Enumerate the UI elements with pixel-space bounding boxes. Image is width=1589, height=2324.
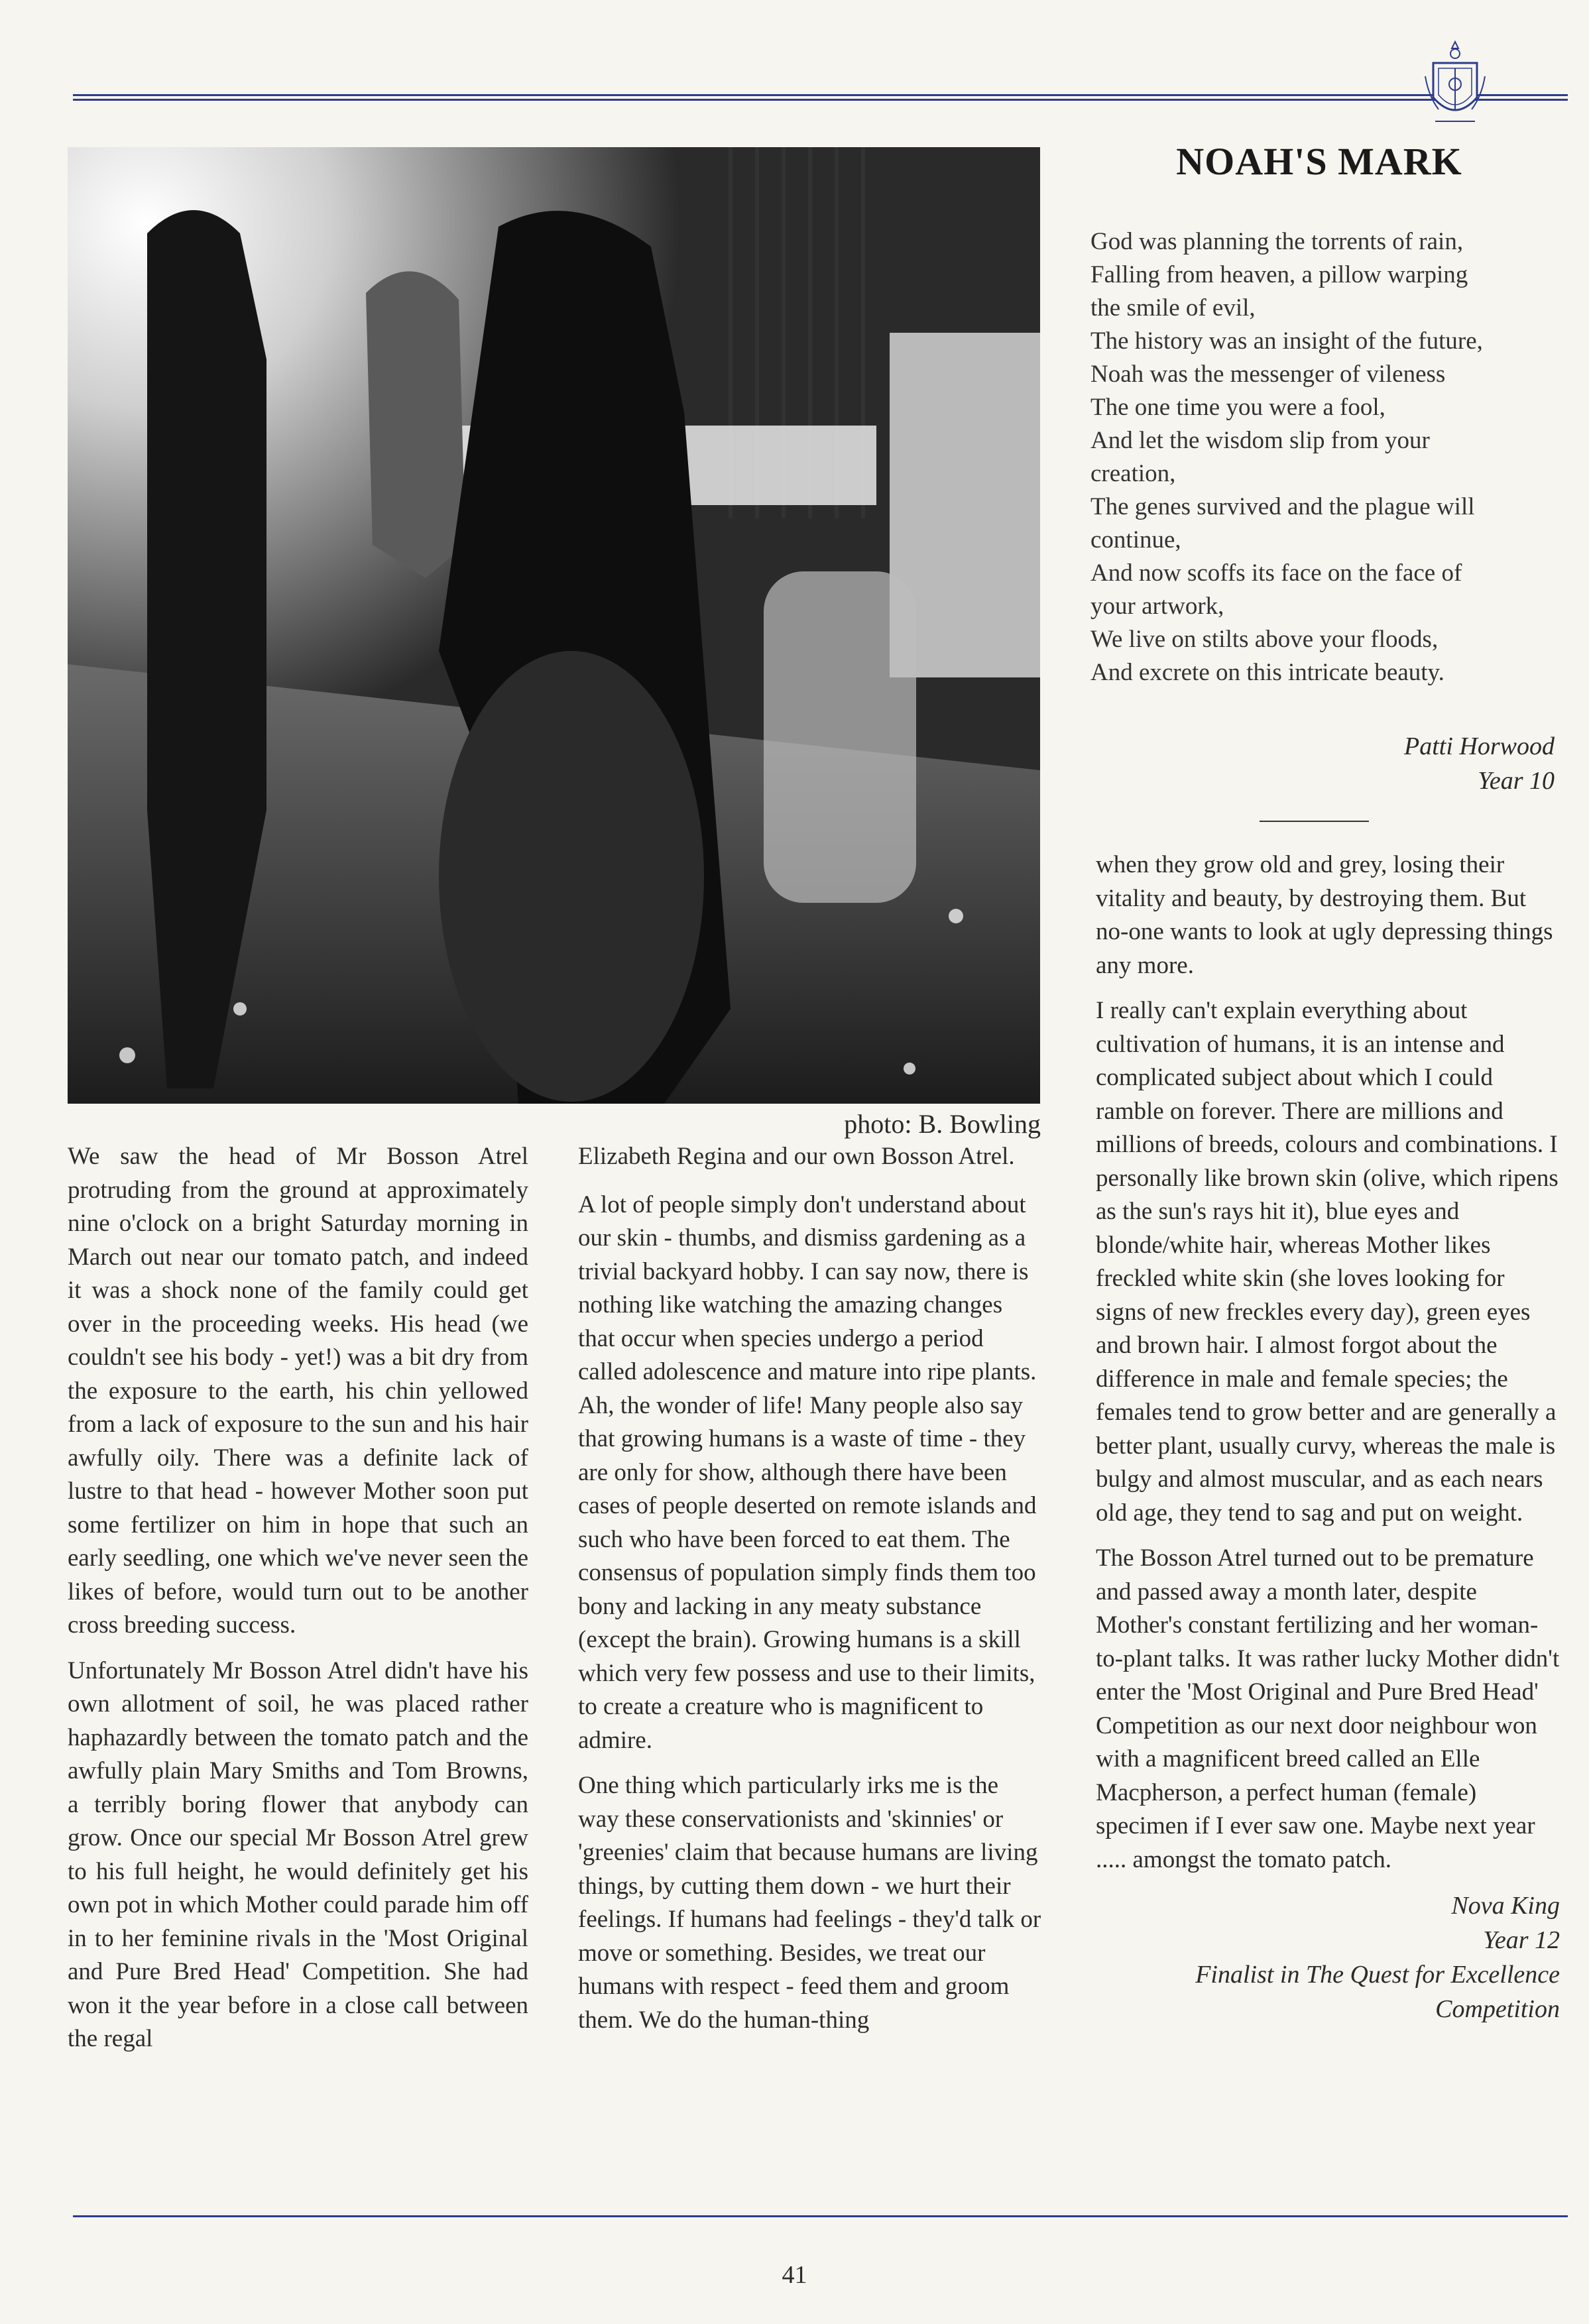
story-paragraph: I really can't explain everything about cultivation of humans, it is an intense and complicated subject about which I could ramble on forever. There are millions and millions of breeds, colours and combinations. I personally like brown skin (olive, which ripens as the sun's rays hit it), blue eyes and blonde/white hair, whereas Mother likes freckled white skin (she loves looking for signs of new freckles every day), green eyes and brown hair. I almost forgot about the difference in male and female species; the females tend to grow better and are generally a better plant, usually curvy, whereas the male is bulgy and almost muscular, and as each nears old age, they tend to sag and put on weight.: [1096, 997, 1559, 1527]
poem-signature: [1090, 729, 1555, 798]
story-paragraph: A lot of people simply don't understand about our skin - thumbs, and dismiss gardening as a trivial backyard hobby. I can say now, there is nothing like watching the amazing changes that occur when species undergo a period called adolescence and mature into ripe plants. Ah, the wonder of life! Many people also say that growing humans is a waste of time - they are only for show, although there have been cases of people deserted on remote islands and such who have been forced to eat them. The consensus of population simply finds them too bony and lacking in any meaty substance (except the brain). Growing humans is a skill which very few possess and use to their limits, to create a creature who is magnificent to admire.: [578, 1191, 1037, 1754]
poem-line: your artwork,: [1090, 593, 1224, 620]
poem-line: And let the wisdom slip from your: [1090, 427, 1430, 454]
shearing-shed-photo: [68, 147, 1040, 1104]
story-paragraph: Elizabeth Regina and our own Bosson Atrel.: [578, 1143, 1015, 1170]
story-column-2: [578, 1140, 1042, 2049]
story-paragraph: Unfortunately Mr Bosson Atrel didn't have his own allotment of soil, he was placed rather haphazardly between the tomato patch and the awfully plain Mary Smiths and Tom Browns, a terribly boring flower that anybody can grow. Once our special Mr Bosson Atrel grew to his full height, he would definitely get his own pot in which Mother could parade him off in to her feminine rivals in the 'Most Original and Pure Bred Head' Competition. She had won it the year before in a close call between the regal: [68, 1656, 528, 2052]
top-rule: [73, 94, 1568, 101]
poem-year: Year 10: [1478, 767, 1555, 795]
story-paragraph: when they grow old and grey, losing their vitality and beauty, by destroying them. But no-one wants to look at ugly depressing things any more.: [1096, 851, 1553, 979]
poem-line: The one time you were a fool,: [1090, 394, 1385, 421]
story-signature: [1096, 1888, 1560, 2026]
poem-line: We live on stilts above your floods,: [1090, 626, 1439, 653]
poem-line: creation,: [1090, 460, 1176, 487]
story-paragraph: One thing which particularly irks me is the way these conservationists and 'skinnies' or 'greenies' claim that because humans are living things, by cutting them down - we hurt their feelings. If humans had feelings - they'd talk or move or something. Besides, we treat our humans with respect - feed them and groom them. We do the human-thing: [578, 1772, 1041, 2034]
bottom-rule: [73, 2215, 1568, 2217]
poem-line: And now scoffs its face on the face of: [1090, 559, 1462, 587]
story-paragraph: The Bosson Atrel turned out to be premature and passed away a month later, despite Mother's constant fertilizing and her woman-to-plant talks. It was rather lucky Mother didn't enter the 'Most Original and Pure Bred Head' Competition as our next door neighbour won with a magnificent breed called an Elle Macpherson, a perfect human (female) specimen if I ever saw one. Maybe next year ..... amongst the tomato patch.: [1096, 1544, 1560, 1873]
poem-title: NOAH'S MARK: [1176, 140, 1462, 183]
school-crest-icon: [1419, 36, 1492, 136]
photo-caption: photo: B. Bowling: [844, 1109, 1041, 1139]
poem-line: God was planning the torrents of rain,: [1090, 228, 1464, 255]
section-divider: [1260, 821, 1369, 822]
poem-body: [1090, 225, 1561, 689]
poem-line: The genes survived and the plague will: [1090, 493, 1475, 520]
poem-line: continue,: [1090, 526, 1181, 553]
story-column-1: [68, 1140, 528, 2068]
poem-line: Falling from heaven, a pillow warping: [1090, 261, 1468, 288]
poem-line: And excrete on this intricate beauty.: [1090, 659, 1444, 686]
poem-author: Patti Horwood: [1404, 732, 1555, 760]
poem-line: the smile of evil,: [1090, 294, 1256, 321]
story-author: Nova King: [1451, 1892, 1560, 1920]
story-year: Year 12: [1483, 1926, 1560, 1954]
story-award: Finalist in The Quest for Excellence Competition: [1195, 1961, 1560, 2023]
page-number: 41: [782, 2261, 807, 2289]
story-column-3: [1096, 848, 1560, 2026]
poem-line: The history was an insight of the future,: [1090, 327, 1483, 355]
story-paragraph: We saw the head of Mr Bosson Atrel protruding from the ground at approximately nine o'clock on a bright Saturday morning in March out near our tomato patch, and indeed it was a shock none of the family could get over in the proceeding weeks. His head (we couldn't see his body - yet!) was a bit dry from the exposure to the earth, his chin yellowed from a lack of exposure to the sun and his hair awfully oily. There was a definite lack of lustre to that head - however Mother soon put some fertilizer on him in hope that such an early seedling, one which we've never seen the likes of before, would turn out to be another cross breeding success.: [68, 1143, 528, 1639]
poem-line: Noah was the messenger of vileness: [1090, 361, 1446, 388]
